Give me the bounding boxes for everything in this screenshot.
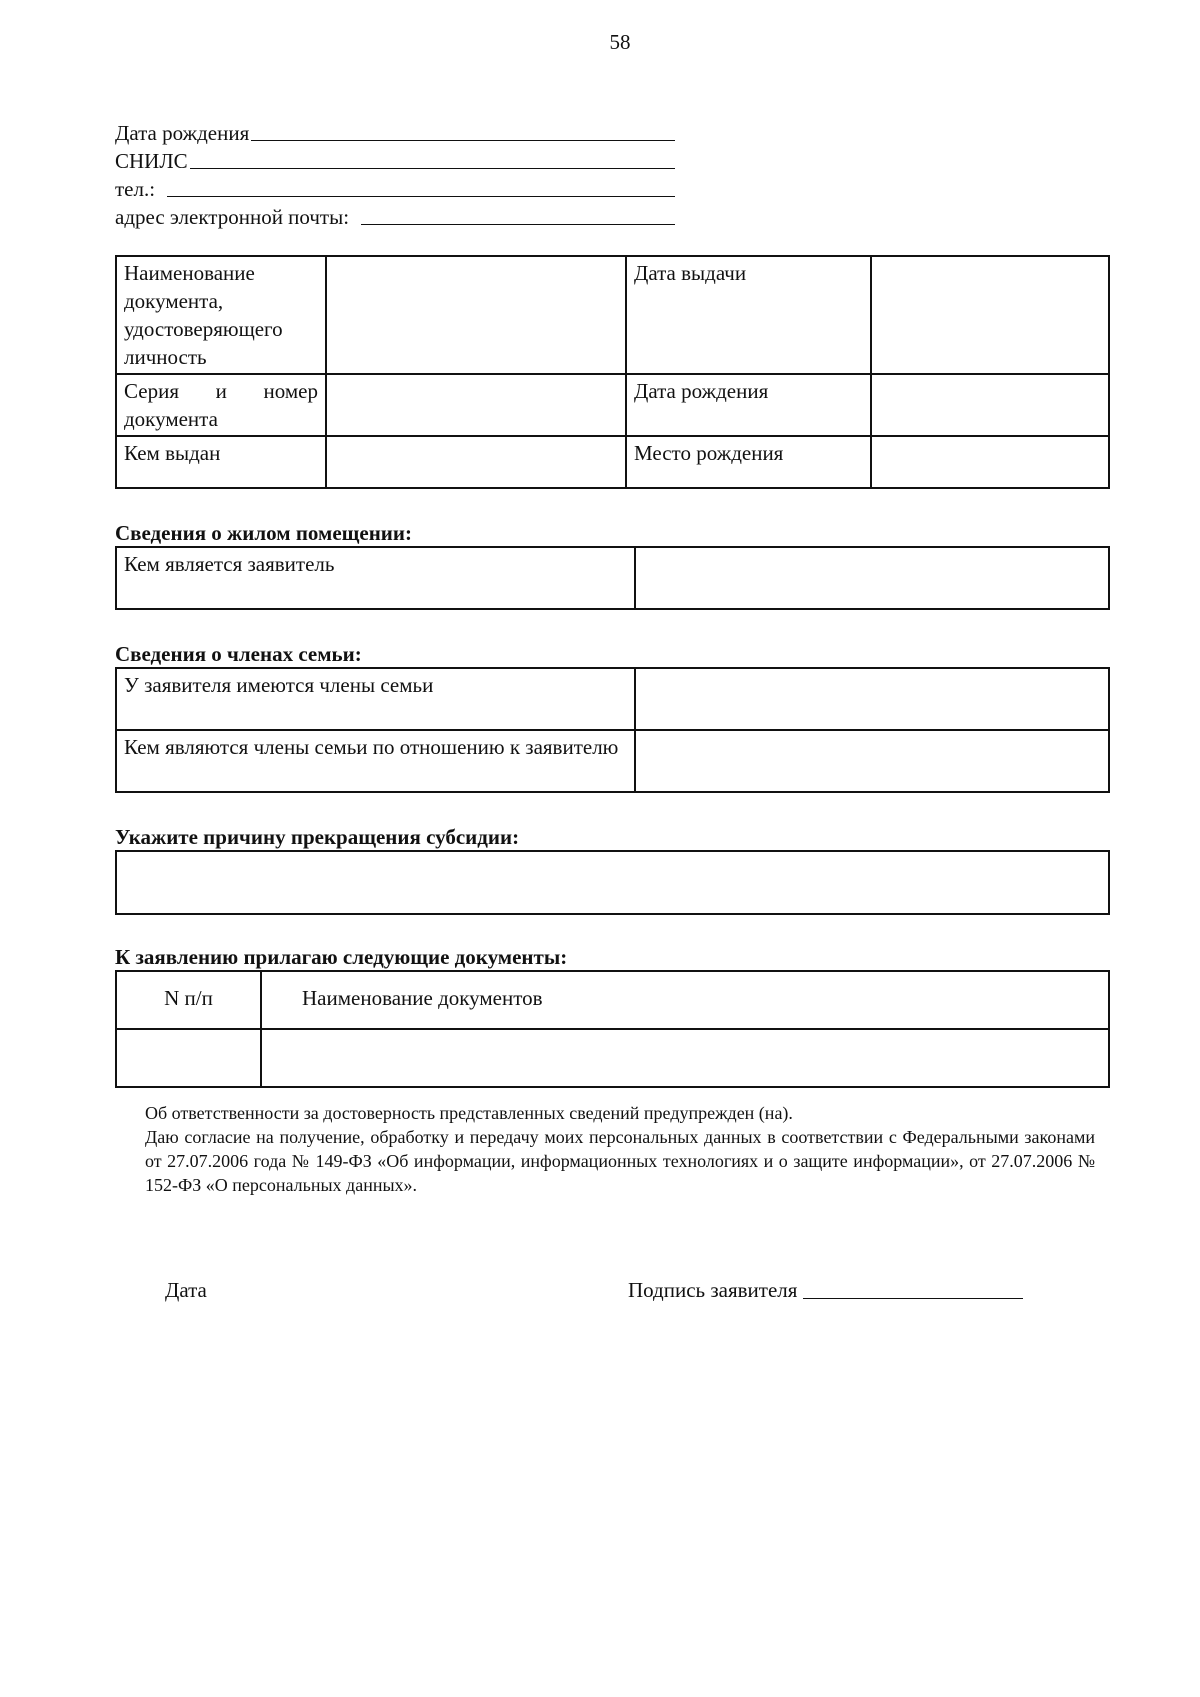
issue-date-label: Дата выдачи bbox=[626, 256, 871, 374]
family-relation-label: Кем являются члены семьи по отношению к заявителю bbox=[116, 730, 635, 792]
doc-name-entry-cell[interactable] bbox=[261, 1029, 1109, 1087]
table-row bbox=[116, 256, 1109, 374]
has-family-members-cell[interactable] bbox=[635, 668, 1109, 730]
birth-date-line bbox=[115, 117, 675, 145]
has-family-members-label: У заявителя имеются члены семьи bbox=[116, 668, 635, 730]
doc-number-cell[interactable] bbox=[116, 1029, 261, 1087]
responsibility-statement: Об ответственности за достоверность представленных сведений предупрежден (на). bbox=[145, 1103, 793, 1123]
signature-label: Подпись заявителя bbox=[628, 1278, 798, 1302]
doc-name-header: Наименование документов bbox=[261, 971, 1109, 1029]
family-section-title: Сведения о членах семьи: bbox=[115, 642, 362, 666]
table-row bbox=[116, 668, 1109, 730]
personal-info-block bbox=[115, 117, 675, 229]
birth-place-label: Место рождения bbox=[626, 436, 871, 488]
email-line bbox=[115, 201, 675, 229]
series-number-label-text: Серия и номер документа bbox=[124, 379, 318, 431]
consent-block bbox=[145, 1101, 1095, 1197]
page-number: 58 bbox=[609, 30, 631, 54]
applicant-role-label: Кем является заявитель bbox=[116, 547, 635, 609]
applicant-role-cell[interactable] bbox=[635, 547, 1109, 609]
birth-date-label: Дата рождения bbox=[115, 121, 250, 145]
doc-number-header: N п/п bbox=[116, 971, 261, 1029]
table-row bbox=[116, 1029, 1109, 1087]
identity-document-table bbox=[115, 255, 1110, 489]
phone-label: тел.: bbox=[115, 177, 156, 201]
table-row bbox=[116, 971, 1109, 1029]
housing-table bbox=[115, 546, 1110, 610]
birth-date-table-label: Дата рождения bbox=[626, 374, 871, 436]
issue-date-cell[interactable] bbox=[871, 256, 1109, 374]
reason-table bbox=[115, 850, 1110, 915]
signature-field[interactable] bbox=[803, 1298, 1023, 1299]
issued-by-label: Кем выдан bbox=[116, 436, 326, 488]
phone-field[interactable] bbox=[167, 196, 675, 197]
date-label: Дата bbox=[165, 1278, 207, 1302]
doc-name-cell[interactable] bbox=[326, 256, 626, 374]
table-row bbox=[116, 730, 1109, 792]
phone-line bbox=[115, 173, 675, 201]
birth-place-cell[interactable] bbox=[871, 436, 1109, 488]
snils-line bbox=[115, 145, 675, 173]
table-row bbox=[116, 436, 1109, 488]
reason-section-title: Укажите причину прекращения субсидии: bbox=[115, 825, 520, 849]
series-number-cell[interactable] bbox=[326, 374, 626, 436]
email-field[interactable] bbox=[361, 224, 675, 225]
reason-cell[interactable] bbox=[116, 851, 1109, 914]
family-relation-cell[interactable] bbox=[635, 730, 1109, 792]
doc-name-label: Наименование документа, удостоверяющего личность bbox=[116, 256, 326, 374]
housing-section-title: Сведения о жилом помещении: bbox=[115, 521, 412, 545]
table-row bbox=[116, 547, 1109, 609]
signature-block bbox=[628, 1278, 1023, 1303]
snils-field[interactable] bbox=[190, 168, 675, 169]
series-number-label bbox=[116, 374, 326, 436]
data-processing-consent: Даю согласие на получение, обработку и передачу моих персональных данных в соответствии с Федеральными законами от 27.07.2006 года № 149-ФЗ «Об информации, информационных технологиях и о защите информации», от 27.07.2006 № 152-ФЗ «О персональных данных». bbox=[145, 1127, 1095, 1195]
family-table bbox=[115, 667, 1110, 793]
documents-section-title: К заявлению прилагаю следующие документы: bbox=[115, 945, 568, 969]
birth-date-cell[interactable] bbox=[871, 374, 1109, 436]
documents-table bbox=[115, 970, 1110, 1088]
table-row bbox=[116, 374, 1109, 436]
snils-label: СНИЛС bbox=[115, 149, 188, 173]
birth-date-field[interactable] bbox=[251, 140, 675, 141]
email-label: адрес электронной почты: bbox=[115, 205, 350, 229]
issued-by-cell[interactable] bbox=[326, 436, 626, 488]
table-row bbox=[116, 851, 1109, 914]
